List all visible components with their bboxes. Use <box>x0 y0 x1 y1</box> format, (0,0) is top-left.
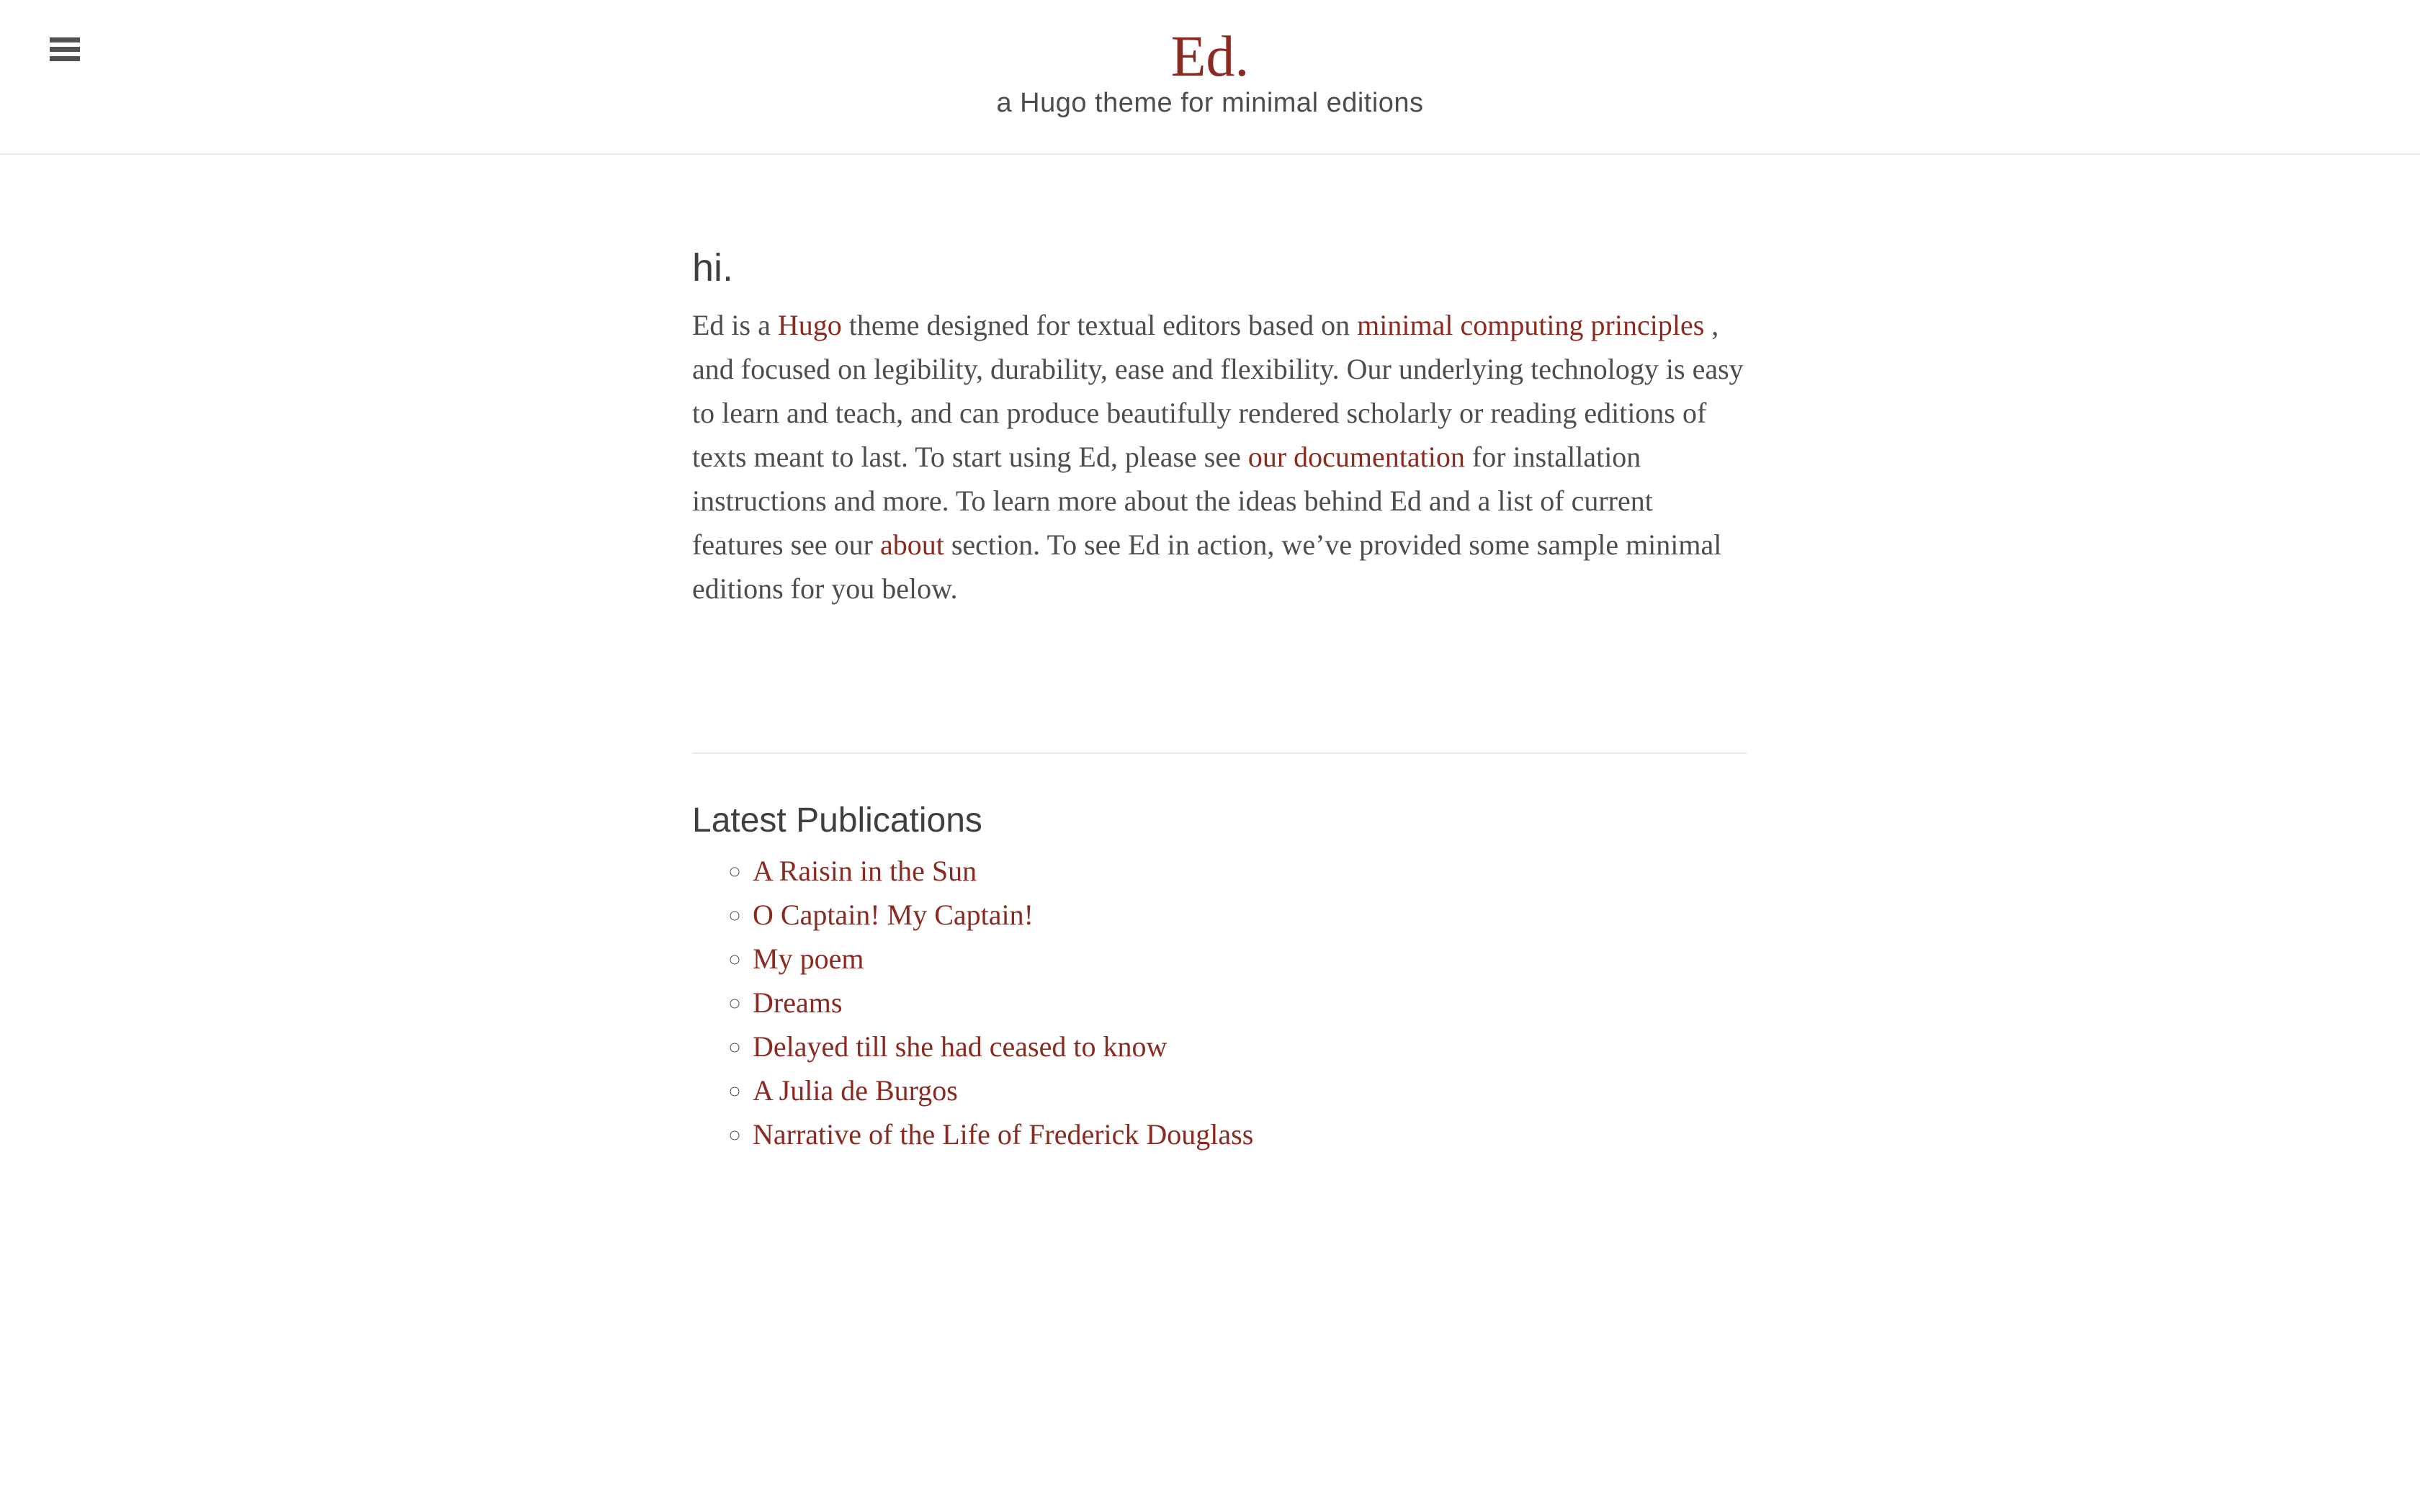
masthead <box>0 27 2420 119</box>
list-item <box>753 849 1747 893</box>
section-divider <box>692 752 1747 754</box>
hamburger-menu-button[interactable] <box>50 37 80 61</box>
list-item <box>753 1025 1747 1068</box>
intro-text: Ed is a <box>692 309 778 341</box>
list-item <box>753 981 1747 1025</box>
intro-text: section. To see Ed in action, we’ve provided some sample minimal editions for you below. <box>692 528 1722 605</box>
page-title: hi. <box>692 246 734 289</box>
list-item <box>753 1068 1747 1112</box>
publication-link[interactable]: O Captain! My Captain! <box>753 899 1034 931</box>
site-subtitle: a Hugo theme for minimal editions <box>996 88 1424 118</box>
hamburger-icon <box>50 56 80 61</box>
hugo-link[interactable]: Hugo <box>777 309 842 341</box>
intro-text: , and focused on legibility, durability, ease and flexibility. Our underlying technology is easy to learn and teach, and can produce beautifully rendered scholarly or reading editions of texts meant to last. To start using Ed, please see <box>692 309 1744 473</box>
list-item <box>753 893 1747 937</box>
intro-text: theme designed for textual editors based on <box>841 309 1358 341</box>
intro-paragraph <box>692 303 1747 611</box>
latest-publications-heading: Latest Publications <box>692 801 982 840</box>
publication-link[interactable]: Narrative of the Life of Frederick Douglass <box>753 1118 1254 1151</box>
latest-publications-section <box>692 800 1747 1156</box>
hamburger-icon <box>50 37 80 42</box>
publications-list <box>692 849 1747 1156</box>
intro-text: for installation instructions and more. To learn more about the ideas behind Ed and a list of current features see our <box>692 441 1653 561</box>
about-link[interactable]: about <box>879 528 944 561</box>
publication-link[interactable]: Dreams <box>753 986 843 1019</box>
site-title-link[interactable]: Ed. <box>1170 25 1250 89</box>
main-content <box>692 155 1747 1156</box>
site-header <box>0 0 2420 155</box>
publication-link[interactable]: A Raisin in the Sun <box>753 855 977 887</box>
publication-link[interactable]: A Julia de Burgos <box>753 1074 958 1107</box>
our-documentation-link[interactable]: our documentation <box>1247 441 1465 473</box>
publication-link[interactable]: My poem <box>753 942 864 975</box>
list-item <box>753 937 1747 981</box>
hamburger-icon <box>50 47 80 52</box>
publication-link[interactable]: Delayed till she had ceased to know <box>753 1030 1168 1063</box>
list-item <box>753 1112 1747 1156</box>
minimal-computing-principles-link[interactable]: minimal computing principles <box>1357 309 1705 341</box>
